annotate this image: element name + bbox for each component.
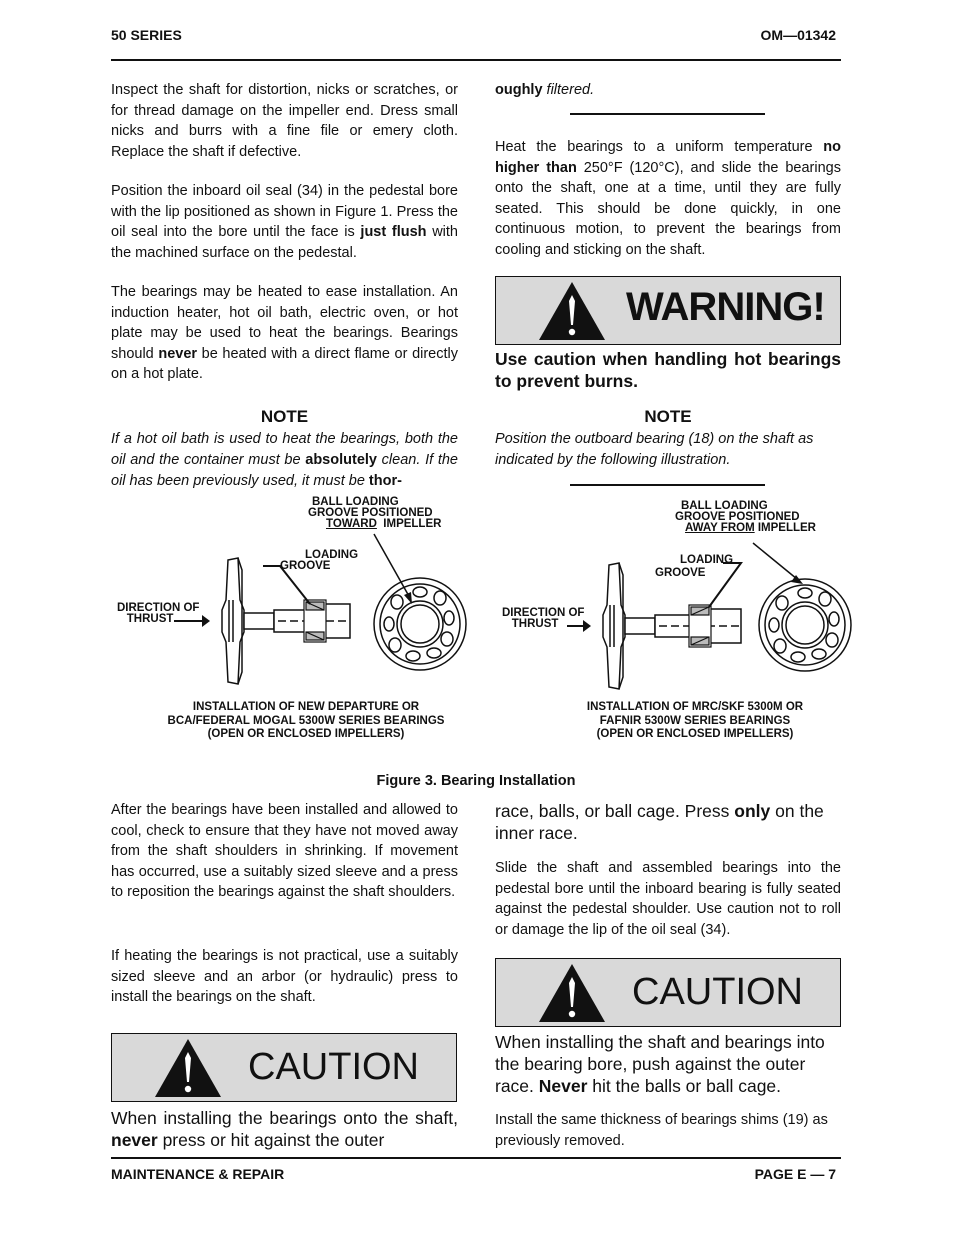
left-caution-word: CAUTION: [248, 1046, 419, 1088]
press-install-paragraph: If heating the bearings is not practical, use a suitably sized sleeve and an arbor (or hydraulic) press to install the bearings on the shaft.: [111, 948, 458, 1006]
left-figure-caption: INSTALLATION OF NEW DEPARTURE OR BCA/FEDERAL MOGAL 5300W SERIES BEARINGS (OPEN OR ENCLOSED IMPELLERS): [167, 701, 445, 740]
left-caution-triangle-icon: [154, 1038, 222, 1098]
footer-section: MAINTENANCE & REPAIR: [111, 1166, 285, 1182]
left-note-title: NOTE: [260, 407, 309, 426]
left-loading-groove-label: LOADING GROOVE: [280, 549, 359, 572]
warning-triangle-icon: [538, 281, 606, 341]
oil-seal-paragraph: Position the inboard oil seal (34) in the pedestal bore with the lip positioned as shown in Figure 1. Press the oil seal into the bore until the face is just flush with the machined surface on the pedestal.: [111, 183, 458, 261]
warning-box: [495, 276, 841, 345]
left-impeller: [222, 558, 244, 684]
figure-title: Figure 3. Bearing Installation: [376, 773, 576, 789]
right-caution-box: [495, 958, 841, 1027]
footer-rule: [111, 1157, 841, 1159]
left-ball-loading-label: BALL LOADING GROOVE POSITIONED TOWARD IMPELLER: [308, 496, 442, 530]
slide-shaft-paragraph: Slide the shaft and assembled bearings into the pedestal bore until the inboard bearing is fully seated against the pedestal shoulder. Use caution not to roll or damage the lip of the oil seal (34).: [495, 860, 841, 938]
shaft-inspect-paragraph: Inspect the shaft for distortion, nicks or scratches, or for thread damage on the impeller end. Dress small nicks and burrs with a fine file or emery cloth. Replace the shaft if defective.: [111, 82, 458, 160]
warning-text: Use caution when handling hot bearings to prevent burns.: [495, 349, 841, 391]
left-note-text: If a hot oil bath is used to heat the bearings, both the oil and the container must be absolutely clean. If the oil has been previously used, it must be thor-: [111, 431, 458, 489]
right-note-title: NOTE: [644, 407, 692, 426]
right-figure-caption: INSTALLATION OF MRC/SKF 5300M OR FAFNIR 5300W SERIES BEARINGS (OPEN OR ENCLOSED IMPELLERS): [586, 701, 804, 740]
right-impeller: [603, 563, 625, 689]
header-doc-number: OM—01342: [760, 27, 836, 43]
right-ball-loading-label: BALL LOADING GROOVE POSITIONED AWAY FROM IMPELLER: [675, 500, 816, 534]
right-loading-groove-label: LOADING GROOVE: [655, 554, 734, 579]
right-ball-loading-pointer: [753, 543, 803, 584]
right-note-text: Position the outboard bearing (18) on the shaft as indicated by the following illustration.: [495, 431, 814, 468]
left-bearing: [304, 600, 326, 642]
header-rule: [111, 59, 841, 61]
left-caution-box: [111, 1033, 457, 1102]
right-note-end-rule: [570, 484, 765, 486]
caution-continuation: race, balls, or ball cage. Press only on the inner race.: [495, 801, 824, 843]
left-shaft: [244, 604, 350, 638]
shims-paragraph: Install the same thickness of bearings shims (19) as previously removed.: [495, 1112, 828, 1149]
left-thrust-label: DIRECTION OF THRUST: [117, 602, 200, 625]
heat-bearings-paragraph: Heat the bearings to a uniform temperature no higher than 250°F (120°C), and slide the bearings onto the shaft, one at a time, until they are fully seated. This should be done quickly, in one continuous motion, to prevent the bearings from cooling and sticking on the shaft.: [495, 139, 841, 258]
right-shaft: [625, 609, 741, 643]
right-bearing: [689, 605, 711, 647]
right-caution-text: When installing the shaft and bearings into the bearing bore, push against the outer race. Never hit the balls or ball cage.: [495, 1032, 825, 1096]
right-groove-pointer: [709, 563, 741, 607]
heating-paragraph: The bearings may be heated to ease installation. An induction heater, hot oil bath, electric oven, or hot plate may be used to heat the bearings. Bearings should never be heated with a direct flame or directly on a hot plate.: [111, 284, 458, 383]
left-bearing-diagram: [110, 500, 470, 700]
right-thrust-arrow: [567, 620, 591, 632]
header-series: 50 SERIES: [111, 27, 182, 43]
note-end-rule: [570, 113, 765, 115]
right-caution-triangle-icon: [538, 963, 606, 1023]
right-caution-word: CAUTION: [632, 971, 803, 1013]
left-thrust-arrow: [174, 615, 210, 627]
cooling-check-paragraph: After the bearings have been installed and allowed to cool, check to ensure that they have not moved away from the shaft shoulders in shrinking. If movement has occurred, use a suitably sized sleeve and a press to reposition the bearings against the shaft shoulders.: [111, 802, 458, 901]
note-continuation: oughly filtered.: [495, 82, 595, 98]
right-bearing-diagram: [495, 505, 855, 700]
warning-word: WARNING!: [626, 285, 825, 329]
right-thrust-label: DIRECTION OF THRUST: [502, 607, 585, 630]
left-caution-text: When installing the bearings onto the shaft, never press or hit against the outer: [111, 1108, 458, 1150]
footer-page-number: PAGE E — 7: [754, 1166, 836, 1182]
left-groove-pointer: [263, 566, 310, 604]
left-bearing-face: [374, 578, 466, 670]
right-bearing-face: [759, 579, 851, 671]
